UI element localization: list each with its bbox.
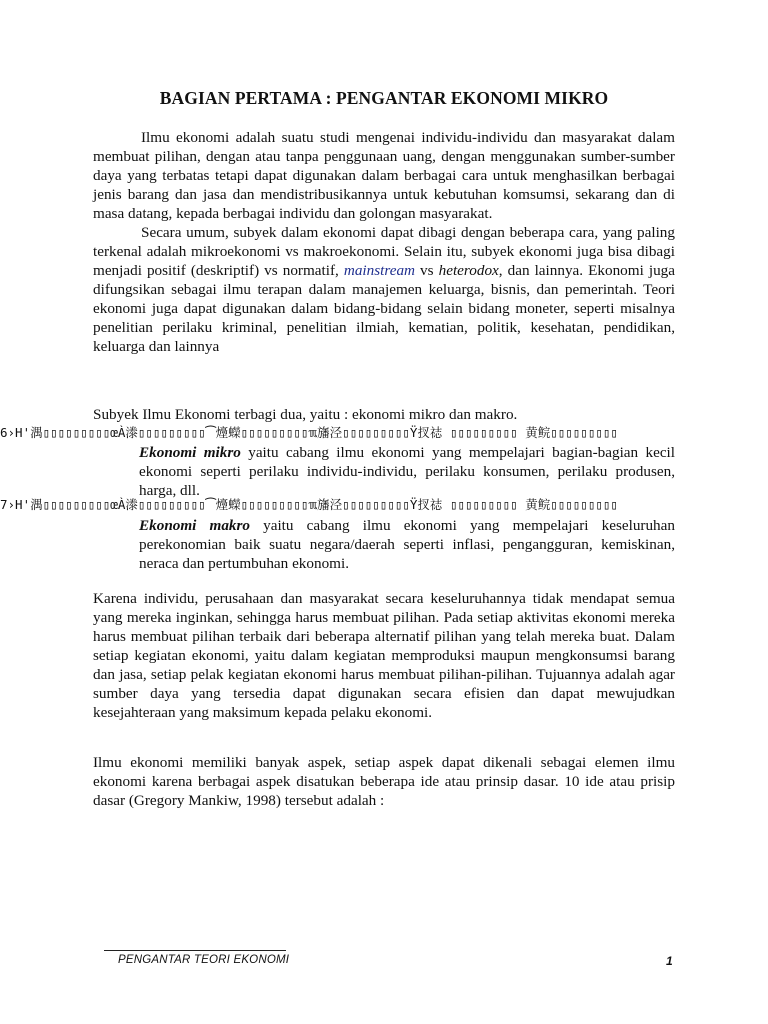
footer-rule [104, 950, 286, 951]
page-title: BAGIAN PERTAMA : PENGANTAR EKONOMI MIKRO [159, 88, 609, 108]
second-paragraph [93, 223, 675, 356]
second-paragraph-part3: , dan lainnya. Ekonomi juga difungsikan sebagai ilmu terapan dalam manajemen keluarga, bisnis, dan pemerintah. Teori ekonomi juga dapat digunakan dalam bidang-bidang selain bidang moneter, seperti misalnya penelitian perilaku kriminal, penelitian ilmiah, kematian, politik, kesehatan, pendidikan, keluarga dan lainnya [93, 262, 675, 355]
micro-term: Ekonomi mikro [139, 444, 241, 461]
choice-paragraph: Karena individu, perusahaan dan masyarakat secara keseluruhannya tidak mendapat semua yang mereka inginkan, sehingga harus membuat pilihan. Pada setiap aktivitas ekonomi mereka harus membuat pilihan terbaik dari beberapa alternatif pilihan yang telah mereka buat. Dalam setiap kegiatan ekonomi, yaitu dalam kegiatan memproduksi maupun mengkonsumsi barang dan jasa, setiap pelak kegiatan ekonomi harus membuat pilihan-pilihan. Tujuannya adalah agar sumber daya yang tersedia dapat digunakan secara efisien dan dapat mewujudkan kesejahteraan yang maksimum kepada pelaku ekonomi. [93, 590, 675, 721]
footer-label: PENGANTAR TEORI EKONOMI [118, 954, 290, 966]
macro-definition [139, 516, 675, 573]
macro-text: yaitu cabang ilmu ekonomi yang mempelajari keseluruhan perekonomian baik suatu negara/daerah seperti inflasi, pengangguran, kemiskinan, neraca dan pertumbuhan ekonomi. [139, 517, 675, 572]
micro-definition [139, 443, 675, 500]
macro-term: Ekonomi makro [139, 517, 251, 534]
intro-paragraph: Ilmu ekonomi adalah suatu studi mengenai individu-individu dan masyarakat dalam membuat pilihan, dengan atau tanpa penggunaan uang, dengan menggunakan sumber-sumber daya yang terbatas tetapi dapat digunakan dalam berbagai cara untuk menghasilkan berbagai jenis barang dan jasa dan mendistribusikannya untuk kebutuhan komsumsi, sekarang dan di masa datang, kepada berbagai individu dan golongan masyarakat. [93, 129, 675, 222]
page-number: 1 [666, 954, 673, 968]
second-paragraph-part1: Secara umum, subyek dalam ekonomi dapat dibagi dengan beberapa cara, yang paling terkenal adalah mikroekonomi vs makroekonomi. Selain itu, subyek ekonomi juga bisa dibagi menjadi positif (deskriptif) vs normatif, [93, 224, 675, 279]
second-paragraph-part2: vs [415, 262, 439, 279]
garbled-list-marker-2: 7›H'湡▯▯▯▯▯▯▯▯▯œÀ漛▯▯▯▯▯▯▯▯▯⁀㸀蠑▯▯▯▯▯▯▯▯▯ℼ旛泾▯▯▯▯▯▯▯▯▯Ÿ扠䄊 ▯▯▯▯▯▯▯▯▯ 黄鲩▯▯▯▯▯▯▯▯▯ [0, 497, 618, 512]
term-heterodox: heterodox [438, 262, 499, 279]
term-mainstream: mainstream [343, 262, 416, 279]
aspects-paragraph: Ilmu ekonomi memiliki banyak aspek, setiap aspek dapat dikenali sebagai elemen ilmu ekonomi karena berbagai aspek disatukan beberapa ide atau prinsip dasar. 10 ide atau prisip dasar (Gregory Mankiw, 1998) tersebut adalah : [93, 754, 675, 809]
micro-text: yaitu cabang ilmu ekonomi yang mempelajari bagian-bagian kecil ekonomi seperti perilaku individu-individu, perilaku konsumen, perilaku produsen, harga, dll. [139, 444, 675, 499]
garbled-list-marker-1: 6›H'湡▯▯▯▯▯▯▯▯▯œÀ漛▯▯▯▯▯▯▯▯▯⁀㸀蠑▯▯▯▯▯▯▯▯▯ℼ旛泾▯▯▯▯▯▯▯▯▯Ÿ扠䄊 ▯▯▯▯▯▯▯▯▯ 黄鲩▯▯▯▯▯▯▯▯▯ [0, 425, 618, 440]
intro-paragraph-block [93, 128, 675, 356]
subject-intro: Subyek Ilmu Ekonomi terbagi dua, yaitu : ekonomi mikro dan makro. [93, 406, 518, 423]
